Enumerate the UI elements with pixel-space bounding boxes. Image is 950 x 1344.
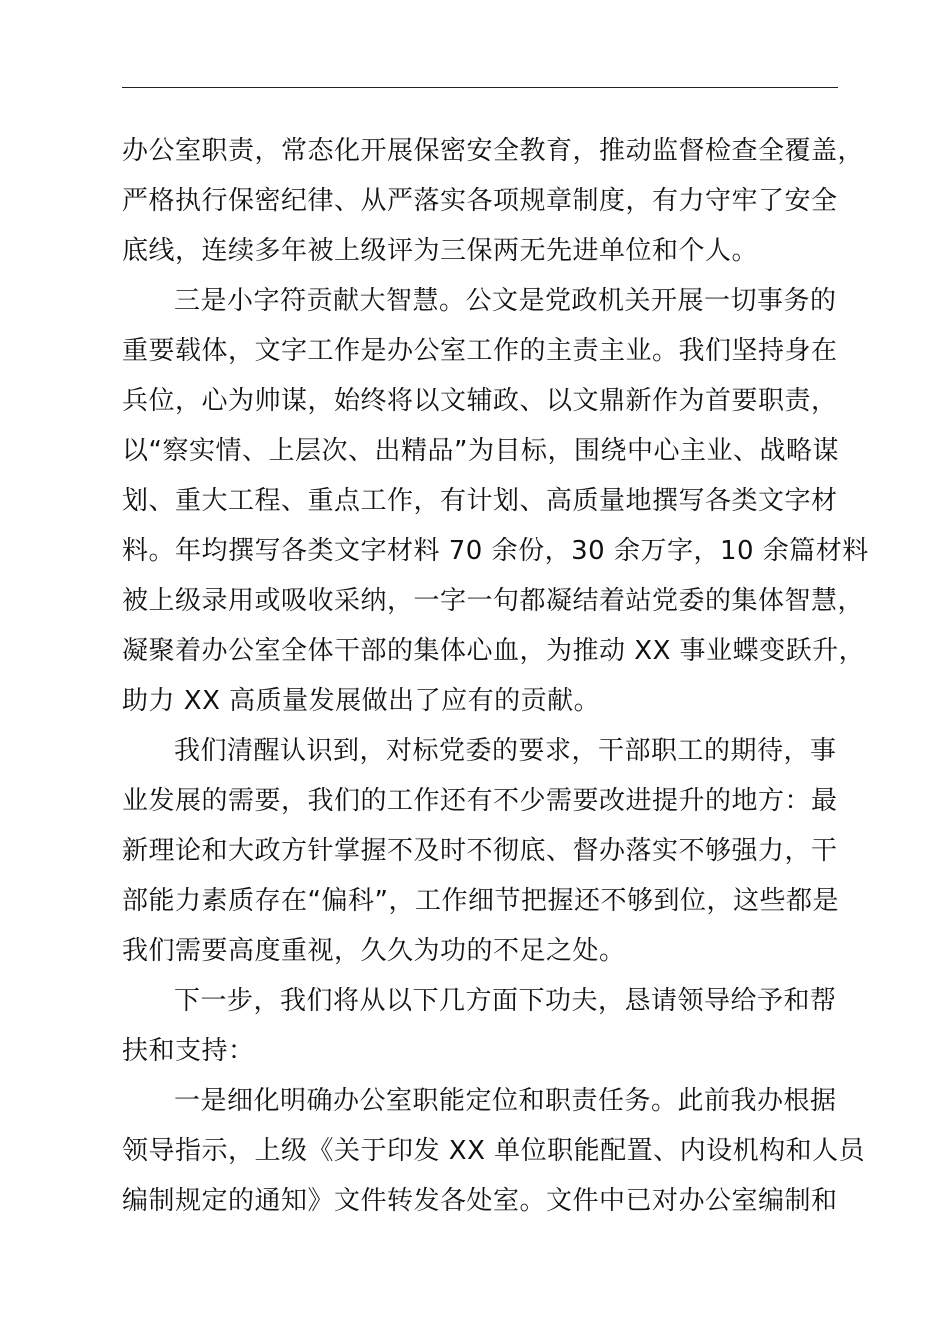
text-line: 重要载体，文字工作是办公室工作的主责主业。我们坚持身在 xyxy=(122,336,838,366)
text-line: 兵位，心为帅谋，始终将以文辅政、以文鼎新作为首要职责， xyxy=(122,386,838,416)
text-line: 凝聚着办公室全体干部的集体心血，为推动 XX 事业蝶变跃升， xyxy=(122,636,866,666)
text-line: 被上级录用或吸收采纳，一字一句都凝结着站党委的集体智慧， xyxy=(122,586,865,616)
text-line: 我们需要高度重视，久久为功的不足之处。 xyxy=(122,936,626,966)
header-rule xyxy=(122,87,838,88)
text-line: 下一步，我们将从以下几方面下功夫，恳请领导给予和帮 xyxy=(174,986,837,1016)
text-line: 助力 XX 高质量发展做出了应有的贡献。 xyxy=(122,686,601,716)
text-line: 严格执行保密纪律、从严落实各项规章制度，有力守牢了安全 xyxy=(122,186,838,216)
text-line: 以“察实情、上层次、出精品”为目标，围绕中心主业、战略谋 xyxy=(122,436,839,466)
text-line: 扶和支持： xyxy=(122,1036,255,1066)
text-line: 领导指示，上级《关于印发 XX 单位职能配置、内设机构和人员 xyxy=(122,1136,866,1166)
text-line: 划、重大工程、重点工作，有计划、高质量地撰写各类文字材 xyxy=(122,486,838,516)
text-line: 部能力素质存在“偏科”，工作细节把握还不够到位，这些都是 xyxy=(122,886,839,916)
text-line: 业发展的需要，我们的工作还有不少需要改进提升的地方：最 xyxy=(122,786,838,816)
text-line: 新理论和大政方针掌握不及时不彻底、督办落实不够强力，干 xyxy=(122,836,838,866)
text-line: 编制规定的通知》文件转发各处室。文件中已对办公室编制和 xyxy=(122,1186,838,1216)
text-line: 三是小字符贡献大智慧。公文是党政机关开展一切事务的 xyxy=(174,286,837,316)
text-line: 办公室职责，常态化开展保密安全教育，推动监督检查全覆盖， xyxy=(122,136,865,166)
text-line: 我们清醒认识到，对标党委的要求，干部职工的期待，事 xyxy=(174,736,837,766)
body-text xyxy=(122,126,869,1226)
text-line: 底线，连续多年被上级评为三保两无先进单位和个人。 xyxy=(122,236,759,266)
text-line: 一是细化明确办公室职能定位和职责任务。此前我办根据 xyxy=(174,1086,837,1116)
text-line: 料。年均撰写各类文字材料 70 余份，30 余万字，10 余篇材料 xyxy=(122,536,869,566)
